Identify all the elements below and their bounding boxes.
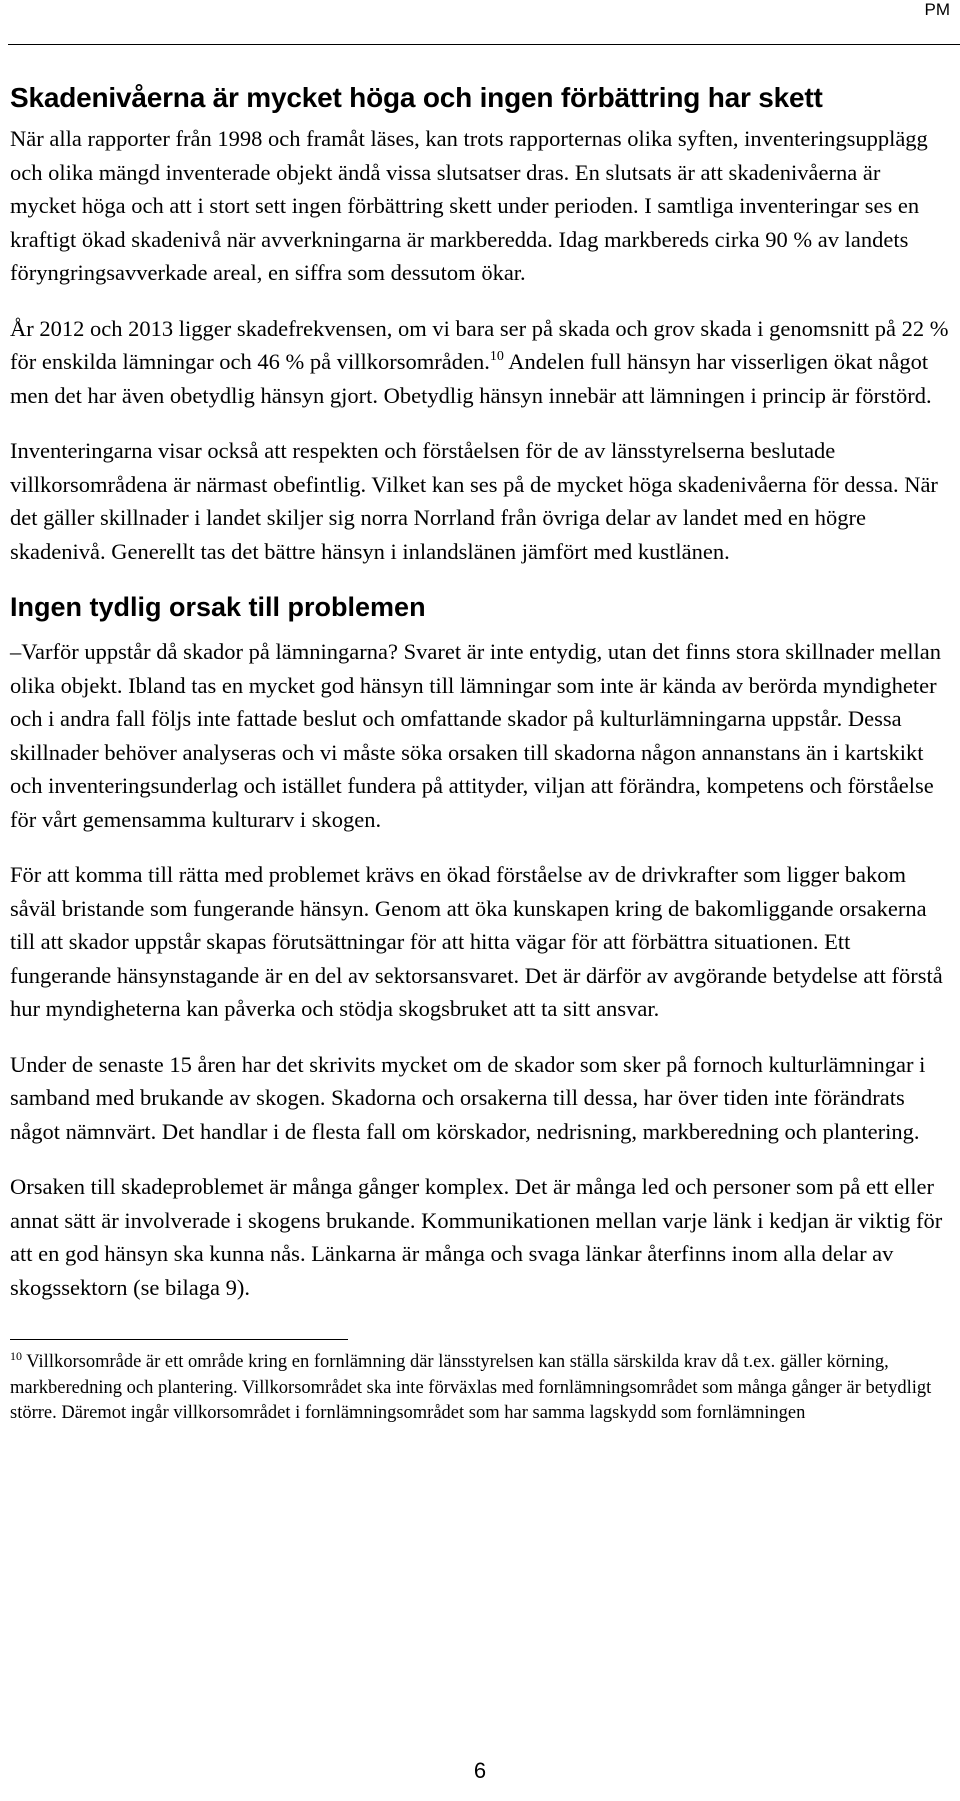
paragraph bbox=[10, 635, 952, 836]
lead-question: –Varför uppstår då skador på lämningarna? bbox=[10, 639, 398, 665]
paragraph: Inventeringarna visar också att respekten och förståelsen för de av länsstyrelserna beslutade villkorsområdena är närmast obefintlig. Vilket kan ses på de mycket höga skadenivåerna för dessa. När det gäller skillnader i landet skiljer sig norra Norrland från övriga delar av landet med en högre skadenivå. Generellt tas det bättre hänsyn i inlandslänen jämfört med kustlänen. bbox=[10, 438, 938, 564]
section-heading-no-clear-cause: Ingen tydlig orsak till problemen bbox=[10, 592, 426, 623]
footnote-number: 10 bbox=[10, 1349, 22, 1364]
section-heading-damage-levels: Skadenivåerna är mycket höga och ingen förbättring har skett bbox=[10, 82, 823, 113]
paragraph-text: År 2012 och 2013 ligger skadefrekvensen, om vi bara ser på skada och grov skada i genomsnitt på 22 % för enskilda lämningar och 46 % på villkorsområden. bbox=[10, 315, 949, 375]
footnote bbox=[10, 1350, 952, 1427]
header-divider bbox=[8, 44, 960, 45]
paragraph: För att komma till rätta med problemet krävs en ökad förståelse av de drivkrafter som ligger bakom såväl bristande som fungerande hänsyn. Genom att öka kunskapen kring de bakomliggande orsakerna till att skador uppstår skapas förutsättningar för att hitta vägar för att förbättra situationen. Ett fungerande hänsynstagande är en del av sektorsansvaret. Det är därför av avgörande betydelse att förstå hur myndigheterna kan påverka och stödja skogsbruket att ta sitt ansvar. bbox=[10, 862, 943, 1022]
paragraph: Orsaken till skadeproblemet är många gånger komplex. Det är många led och personer som på ett eller annat sätt är involverade i skogens brukande. Kommunikationen mellan varje länk i kedjan är viktig för att en god hänsyn ska kunna nås. Länkarna är många och svaga länkar återfinns inom alla delar av skogssektorn (se bilaga 9). bbox=[10, 1174, 943, 1300]
page-number: 6 bbox=[473, 1758, 487, 1783]
page-content bbox=[10, 70, 952, 1427]
footnote-reference[interactable]: 10 bbox=[489, 349, 504, 365]
paragraph-text: Svaret är inte entydig, utan det finns stora skillnader mellan olika objekt. Ibland tas en mycket god hänsyn till lämningar som inte är kända av berörda myndigheter och i andra fall följs inte fattade beslut och omfattande skador på kulturlämningarna uppstår. Dessa skillnader behöver analyseras och vi måste söka orsaken till skadorna någon annanstans än i kartskikt och inventeringsunderlag och istället fundera på attityder, viljan att förändra, kompetens och förståelse för vårt gemensamma kulturarv i skogen. bbox=[10, 639, 941, 832]
paragraph-text: Andelen full hänsyn har visserligen ökat något men det har även obetydlig hänsyn gjort. Obetydlig hänsyn innebär att lämningen i princip är förstörd. bbox=[10, 349, 932, 408]
footnote-text: Villkorsområde är ett område kring en fornlämning där länsstyrelsen kan ställa särskilda krav då t.ex. gäller körning, markberedning och plantering. Villkorsområdet ska inte förväxlas med fornlämningsområdet som många gånger är betydligt större. Däremot ingår villkorsområdet i fornlämningsområdet som har samma lagskydd som fornlämningen bbox=[10, 1352, 932, 1424]
header-label: PM bbox=[924, 0, 950, 19]
paragraph: När alla rapporter från 1998 och framåt läses, kan trots rapporternas olika syften, inventeringsupplägg och olika mängd inventerade objekt ändå vissa slutsatser dras. En slutsats är att skadenivåerna är mycket höga och att i stort sett ingen förbättring skett under perioden. I samtliga inventeringar ses en kraftigt ökad skadenivå när avverkningarna är markberedda. Idag markbereds cirka 90 % av landets föryngringsavverkade areal, en siffra som dessutom ökar. bbox=[10, 126, 928, 286]
paragraph: Under de senaste 15 åren har det skrivits mycket om de skador som sker på fornoch kulturlämningar i samband med brukande av skogen. Skadorna och orsakerna till dessa, har över tiden inte förändrats något nämnvärt. Det handlar i de flesta fall om körskador, nedrisning, markberedning och plantering. bbox=[10, 1051, 926, 1144]
footnote-divider bbox=[10, 1339, 348, 1340]
paragraph-with-footnote bbox=[10, 312, 952, 413]
